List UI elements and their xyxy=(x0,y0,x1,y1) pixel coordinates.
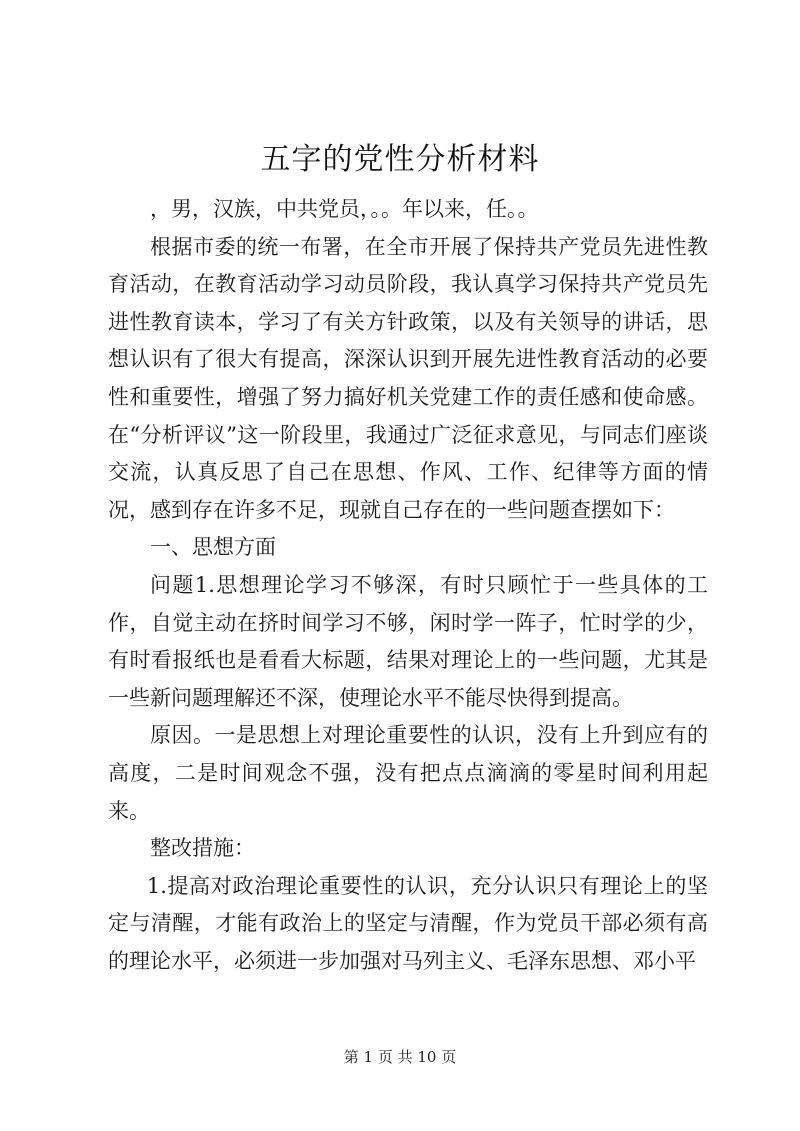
problem-paragraph: 问题1.思想理论学习不够深，有时只顾忙于一些具体的工作，自觉主动在挤时间学习不够，闲时学一阵子，忙时学的少，有时看报纸也是看看大标题，结果对理论上的一些问题，尤其是一些新问题理解还不深，使理论水平不能尽快得到提高。 xyxy=(108,572,708,710)
background-paragraph: 根据市委的统一布署，在全市开展了保持共产党员先进性教育活动，在教育活动学习动员阶段，我认真学习保持共产党员先进性教育读本，学习了有关方针政策，以及有关领导的讲话，思想认识有了很大有提高，深深认识到开展先进性教育活动的必要性和重要性，增强了努力搞好机关党建工作的责任感和使命感。在“分析评议”这一阶段里，我通过广泛征求意见，与同志们座谈交流，认真反思了自己在思想、作风、工作、纪律等方面的情况，感到存在许多不足，现就自己存在的一些问题查摆如下： xyxy=(108,234,708,522)
reason-paragraph: 原因。一是思想上对理论重要性的认识，没有上升到应有的高度，二是时间观念不强，没有把点点滴滴的零星时间利用起来。 xyxy=(108,723,708,823)
document-title: 五字的党性分析材料 xyxy=(260,142,540,177)
measures-heading: 整改措施： xyxy=(150,836,255,861)
measure-item-1: 1.提高对政治理论重要性的认识，充分认识只有理论上的坚定与清醒，才能有政治上的坚定与清醒，作为党员干部必须有高的理论水平，必须进一步加强对马列主义、毛泽东思想、邓小平 xyxy=(108,873,708,973)
section-heading-thought: 一、思想方面 xyxy=(150,535,276,560)
page-number-footer: 第 1 页 共 10 页 xyxy=(343,1048,457,1066)
document-body xyxy=(108,191,708,980)
intro-paragraph: ，男，汉族，中共党员，。。年以来，任。。 xyxy=(150,197,539,221)
